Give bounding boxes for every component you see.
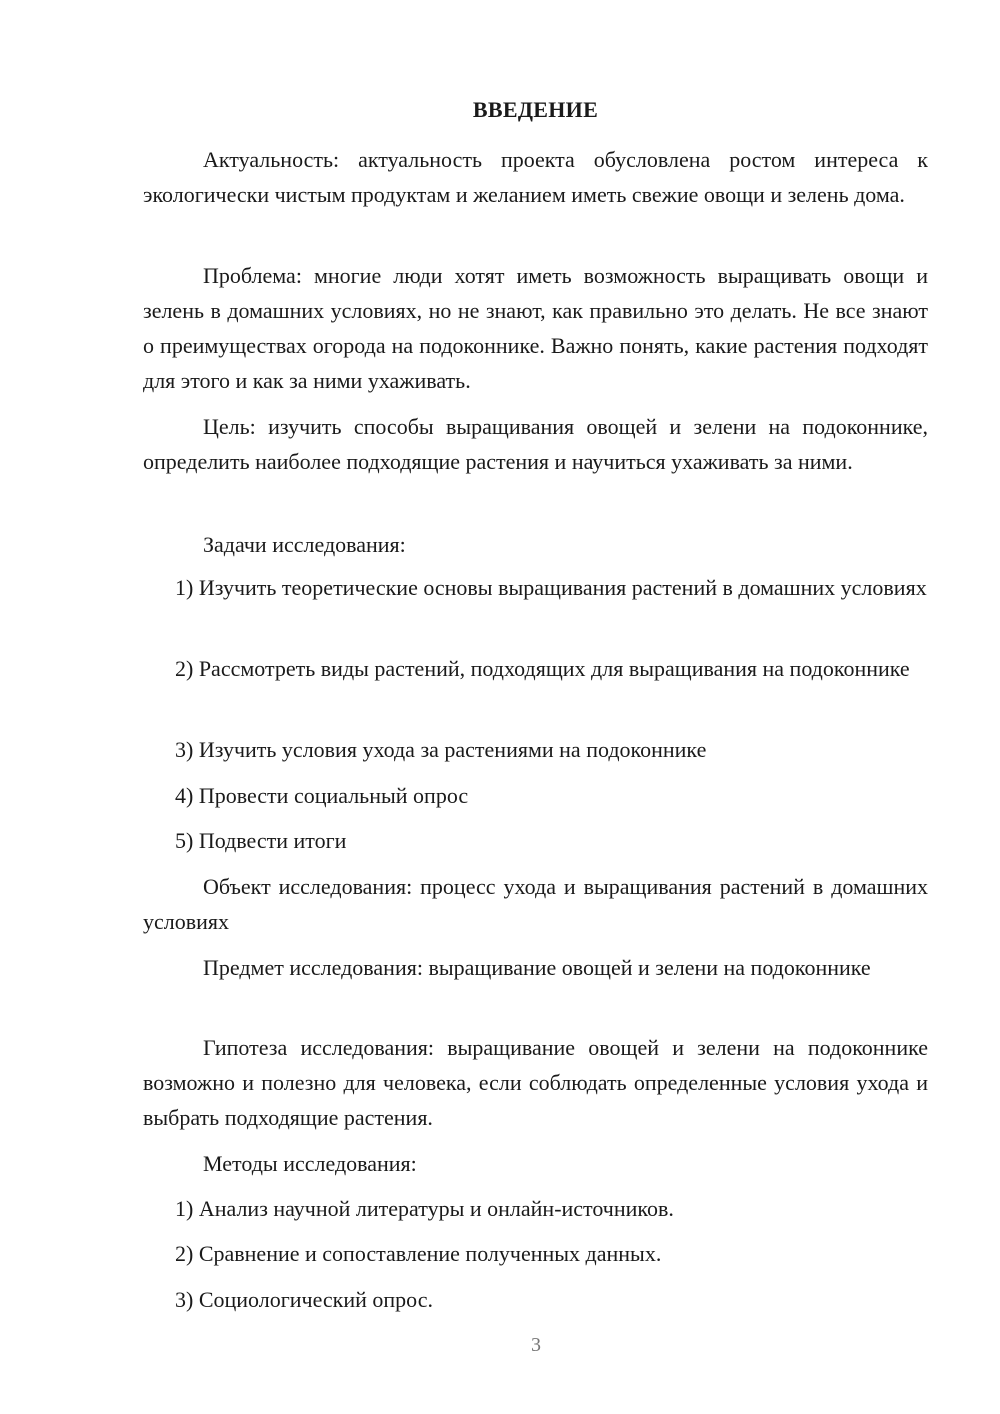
object-paragraph: Объект исследования: процесс ухода и выращивания растений в домашних условиях (143, 874, 928, 934)
goal-paragraph: Цель: изучить способы выращивания овощей и зелени на подоконнике, определить наиболее подходящие растения и научиться ухаживать за ними. (143, 414, 928, 474)
method-item-1: 1) Анализ научной литературы и онлайн-источников. (175, 1196, 674, 1221)
methods-heading: Методы исследования: (203, 1151, 417, 1176)
subject-paragraph: Предмет исследования: выращивание овощей и зелени на подоконнике (203, 955, 871, 980)
method-item-3: 3) Социологический опрос. (175, 1287, 433, 1312)
method-item-2: 2) Сравнение и сопоставление полученных данных. (175, 1241, 662, 1266)
task-item-1: 1) Изучить теоретические основы выращивания растений в домашних условиях (175, 575, 927, 600)
task-item-3: 3) Изучить условия ухода за растениями на подоконнике (175, 737, 707, 762)
page-number: 3 (531, 1334, 541, 1356)
task-item-4: 4) Провести социальный опрос (175, 783, 469, 808)
problem-paragraph: Проблема: многие люди хотят иметь возможность выращивать овощи и зелень в домашних условиях, но не знают, как правильно это делать. Не все знают о преимуществах огорода на подоконнике. Важно понять, какие растения подходят для этого и как за ними ухаживать. (143, 263, 928, 393)
task-item-5: 5) Подвести итоги (175, 828, 347, 853)
relevance-paragraph: Актуальность: актуальность проекта обусловлена ростом интереса к экологически чистым продуктам и желанием иметь свежие овощи и зелень дома. (143, 147, 928, 207)
page-title: ВВЕДЕНИЕ (472, 97, 599, 122)
hypothesis-paragraph: Гипотеза исследования: выращивание овощей и зелени на подоконнике возможно и полезно для человека, если соблюдать определенные условия ухода и выбрать подходящие растения. (143, 1035, 928, 1130)
task-item-2: 2) Рассмотреть виды растений, подходящих для выращивания на подоконнике (175, 656, 910, 681)
tasks-heading: Задачи исследования: (203, 532, 406, 557)
